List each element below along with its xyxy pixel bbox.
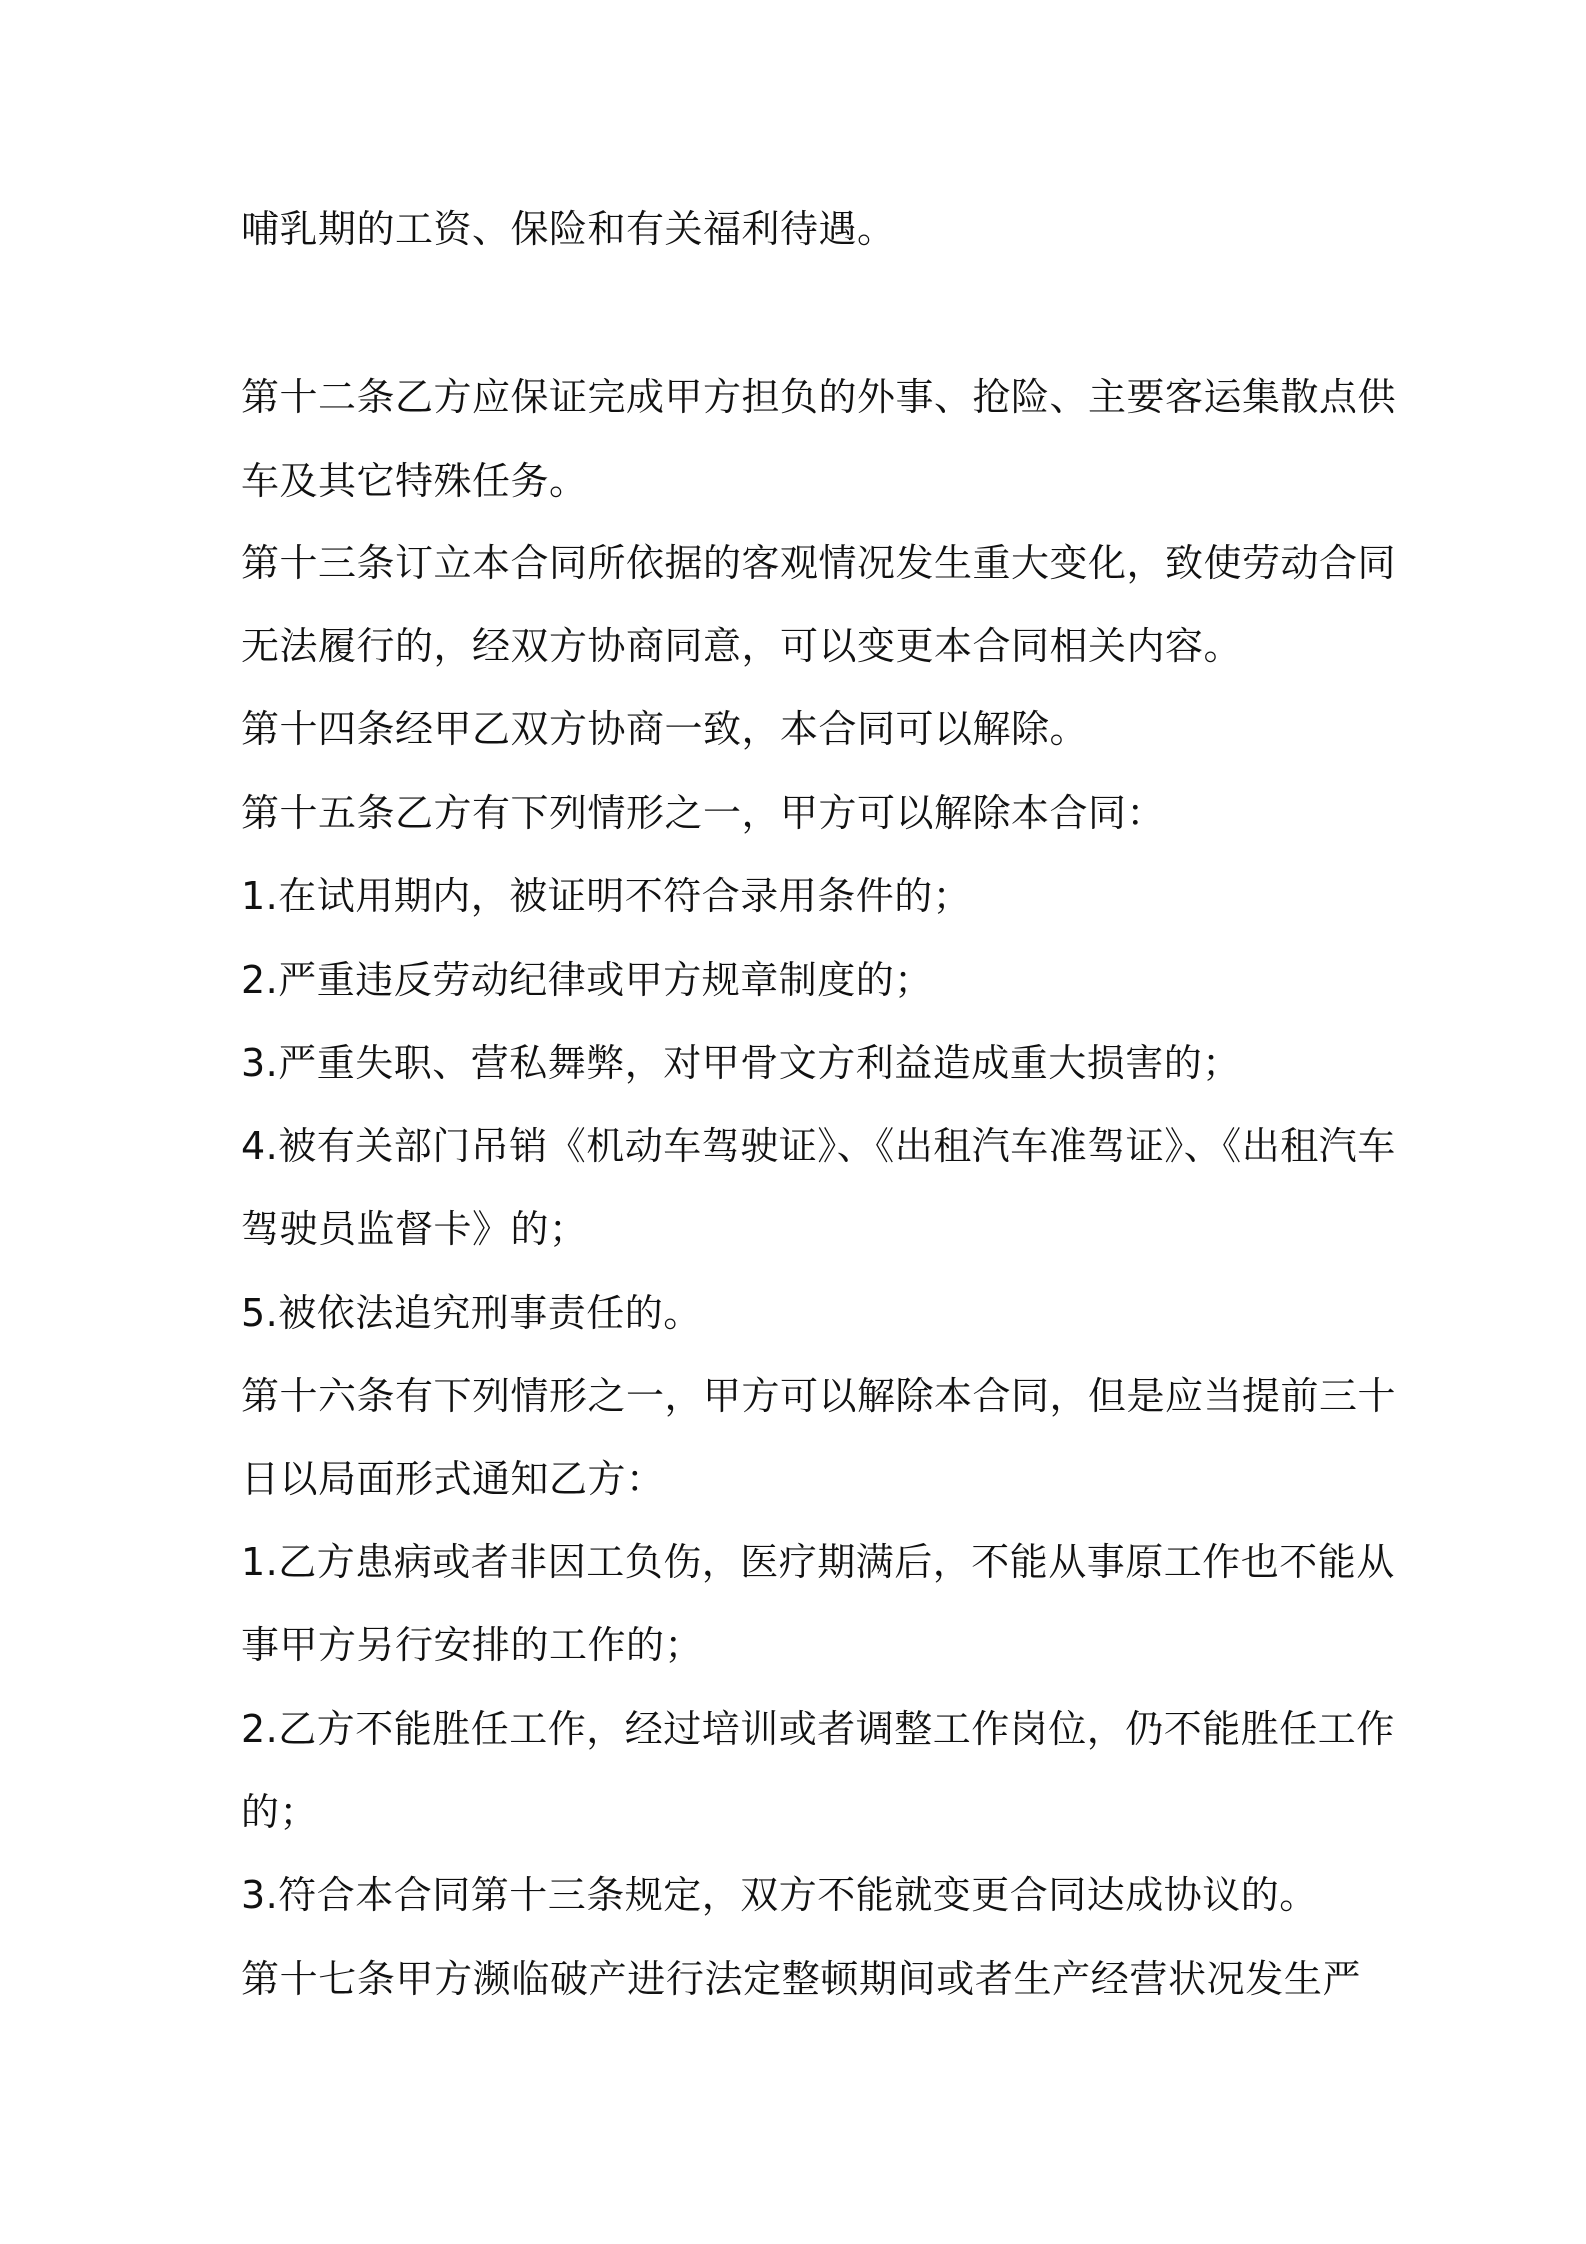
text-line: 4.被有关部门吊销《机动车驾驶证》、《出租汽车准驾证》、《出租汽车 [241, 1124, 1396, 1168]
text-line: 第十六条有下列情形之一，甲方可以解除本合同，但是应当提前三十 [241, 1374, 1397, 1418]
text-line: 第十四条经甲乙双方协商一致，本合同可以解除。 [241, 707, 1089, 751]
text-line: 无法履行的，经双方协商同意，可以变更本合同相关内容。 [241, 624, 1243, 668]
text-line: 的； [241, 1790, 319, 1834]
text-line: 2.乙方不能胜任工作，经过培训或者调整工作岗位，仍不能胜任工作 [241, 1707, 1395, 1751]
text-line: 第十七条甲方濒临破产进行法定整顿期间或者生产经营状况发生严 [241, 1957, 1361, 2001]
text-line: 1.乙方患病或者非因工负伤，医疗期满后，不能从事原工作也不能从 [241, 1540, 1395, 1584]
text-line: 3.严重失职、营私舞弊，对甲骨文方利益造成重大损害的； [241, 1041, 1241, 1085]
text-line: 5.被依法追究刑事责任的。 [241, 1291, 702, 1335]
text-line: 第十二条乙方应保证完成甲方担负的外事、抢险、主要客运集散点供 [241, 375, 1397, 419]
text-line: 2.严重违反劳动纪律或甲方规章制度的； [241, 958, 933, 1002]
text-line: 第十五条乙方有下列情形之一，甲方可以解除本合同： [241, 791, 1166, 835]
text-line: 日以局面形式通知乙方： [241, 1457, 665, 1501]
text-line: 车及其它特殊任务。 [241, 459, 588, 503]
text-line: 哺乳期的工资、保险和有关福利待遇。 [241, 207, 896, 251]
text-line: 第十三条订立本合同所依据的客观情况发生重大变化，致使劳动合同 [241, 541, 1397, 585]
text-line: 驾驶员监督卡》的； [241, 1207, 588, 1251]
text-line: 1.在试用期内，被证明不符合录用条件的； [241, 874, 972, 918]
text-line: 事甲方另行安排的工作的； [241, 1623, 704, 1667]
text-line: 3.符合本合同第十三条规定，双方不能就变更合同达成协议的。 [241, 1873, 1318, 1917]
